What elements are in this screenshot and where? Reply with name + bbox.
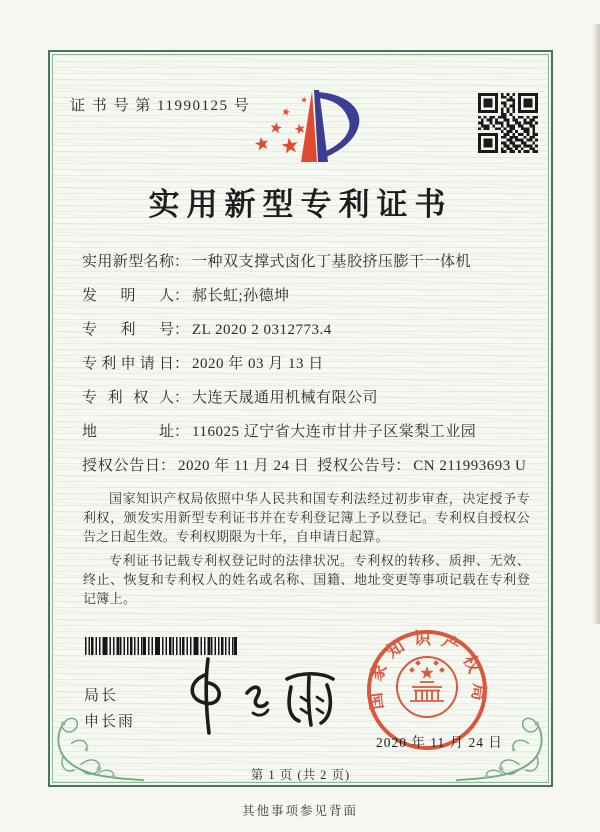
director-name: 申长雨 (84, 714, 136, 730)
field-value: 大连天晟通用机械有限公司 (192, 390, 379, 406)
field-value: 郝长虹;孙德坤 (192, 288, 290, 304)
cnipa-logo-icon (248, 86, 363, 168)
grant-date-value: 2020 年 11 月 24 日 (178, 458, 310, 474)
field-value: 一种双支撑式卤化丁基胶挤压膨干一体机 (192, 254, 472, 270)
field-label: 授权公告日 (82, 458, 160, 474)
field-value: 116025 辽宁省大连市甘井子区棠梨工业园 (192, 424, 477, 440)
qr-code (478, 93, 538, 153)
footer-note: 其他事项参见背面 (241, 804, 358, 818)
field-colon: ： (395, 458, 411, 474)
field-colon: ： (174, 356, 190, 372)
field-label: 专 利 号 (82, 322, 174, 338)
grant-number-value: CN 211993693 U (413, 458, 527, 474)
field-row-grant (82, 459, 544, 474)
field-label: 发 明 人 (82, 288, 174, 304)
field-colon: ： (174, 254, 190, 270)
certificate-number: 证 书 号 第 11990125 号 (70, 98, 251, 114)
field-label: 专利申请日 (82, 356, 174, 372)
field-row-patent-number (82, 323, 544, 338)
field-colon: ： (174, 288, 190, 304)
field-label: 授权公告号 (317, 458, 396, 474)
seal-date: 2020 年 11 月 24 日 (376, 735, 503, 750)
field-colon: ： (174, 390, 190, 406)
field-label: 实用新型名称 (82, 254, 174, 270)
field-value: 2020 年 03 月 13 日 (192, 356, 324, 372)
certificate-title: 实用新型专利证书 (148, 187, 453, 222)
director-signature (175, 653, 345, 738)
legal-paragraph-2: 专利证书记载专利权登记时的法律状况。专利权的转移、质押、无效、终止、恢复和专利权人的姓名或名称、国籍、地址变更等事项记载在专利登记簿上。 (83, 553, 530, 606)
field-row-patentee (82, 391, 544, 406)
field-value: ZL 2020 2 0312773.4 (192, 322, 332, 338)
field-row-inventor (82, 289, 544, 304)
patent-fields (82, 255, 544, 493)
field-row-name (82, 255, 544, 270)
legal-paragraph-1: 国家知识产权局依照中华人民共和国专利法经过初步审查，决定授予专利权，颁发实用新型专利证书并在专利登记簿上予以登记。专利权自授权公告之日起生效。专利权期限为十年，自申请日起算。 (83, 491, 530, 544)
director-block (84, 683, 135, 735)
field-row-filing-date (82, 357, 544, 372)
field-label: 专 利 权 人 (82, 390, 174, 406)
field-row-address (82, 425, 544, 440)
national-emblem-icon (397, 657, 457, 717)
field-label: 地 址 (82, 424, 174, 440)
director-title: 局长 (84, 688, 119, 704)
field-colon: ： (160, 458, 176, 474)
seal-ring-text: 国家知识产权局 (364, 629, 490, 711)
legal-text (83, 489, 530, 613)
field-colon: ： (174, 322, 190, 338)
page-number: 第 1 页 (共 2 页) (250, 768, 351, 782)
scan-edge-shadow (592, 24, 600, 624)
field-colon: ： (174, 424, 190, 440)
